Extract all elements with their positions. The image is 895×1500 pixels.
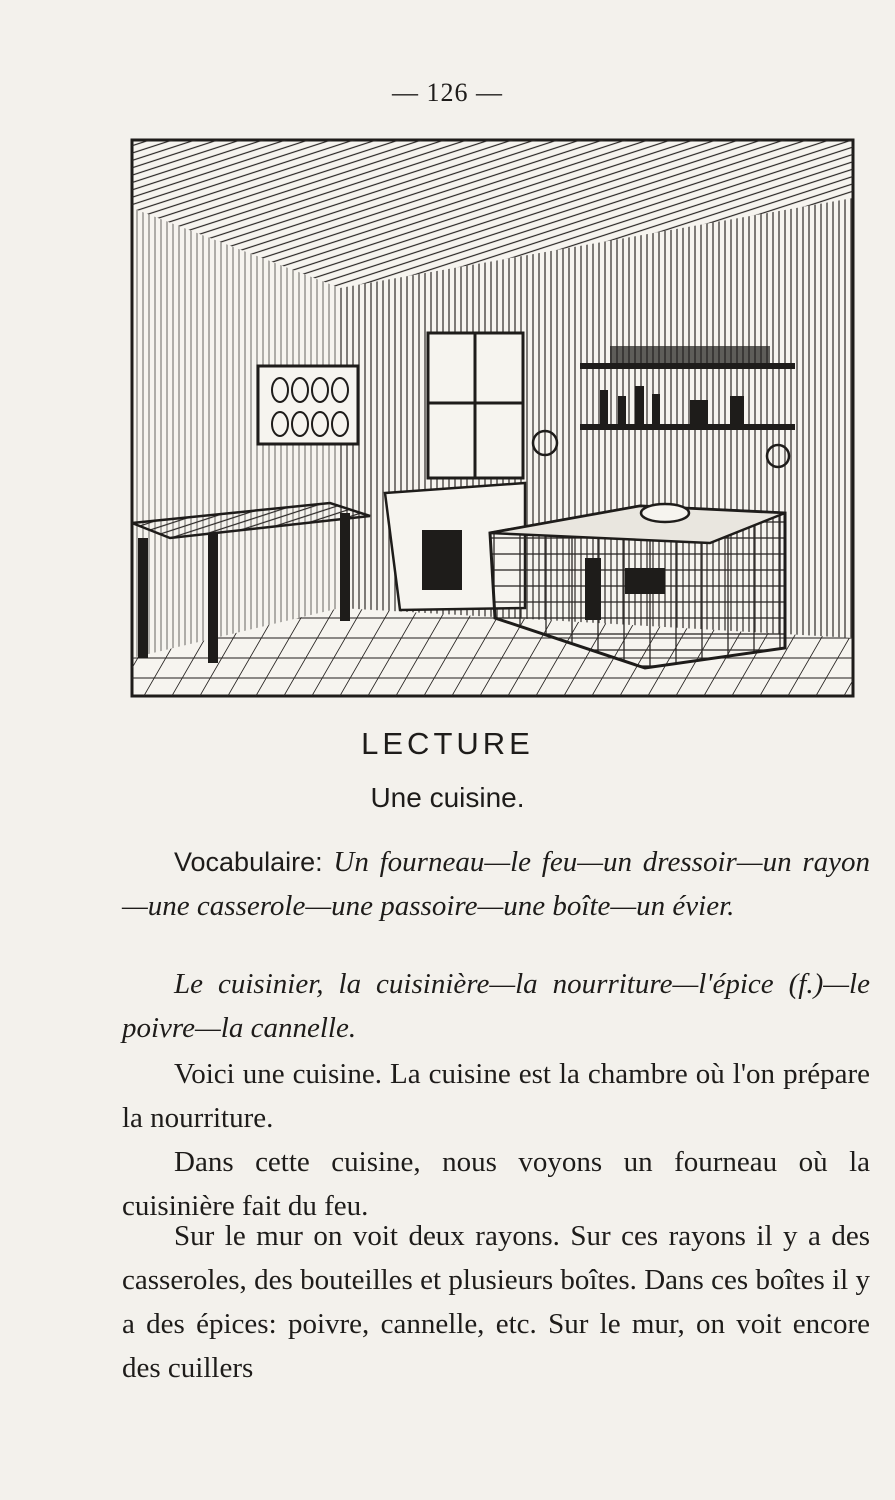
- people-words: Le cuisinier, la cuisinière—la nourriture—l'épice (f.)—le poivre—la cannelle.: [122, 968, 870, 1044]
- vocabulary-words-2: [122, 962, 870, 1050]
- vocabulary-words: Un fourneau—le feu—un dressoir—un rayon—une casserole—une passoire—une boîte—un évier.: [122, 846, 871, 922]
- section-heading: LECTURE: [361, 726, 534, 761]
- section-title: Une cuisine.: [370, 782, 525, 813]
- vocabulary-paragraph: [122, 840, 870, 928]
- page-number: — 126 —: [392, 78, 503, 107]
- vocabulary-label: Vocabulaire:: [174, 847, 323, 877]
- kitchen-illustration: [130, 138, 855, 698]
- paragraph-3: Sur le mur on voit deux rayons. Sur ces rayons il y a des casseroles, des bouteilles et plusieurs boîtes. Dans ces boîtes il y a des épices: poivre, cannelle, etc. Sur le mur, on voit encore des cuillers: [122, 1220, 870, 1384]
- paragraph-2: Dans cette cuisine, nous voyons un fourneau où la cuisinière fait du feu.: [122, 1146, 870, 1222]
- paragraph-1: Voici une cuisine. La cuisine est la chambre où l'on prépare la nourriture.: [122, 1058, 870, 1134]
